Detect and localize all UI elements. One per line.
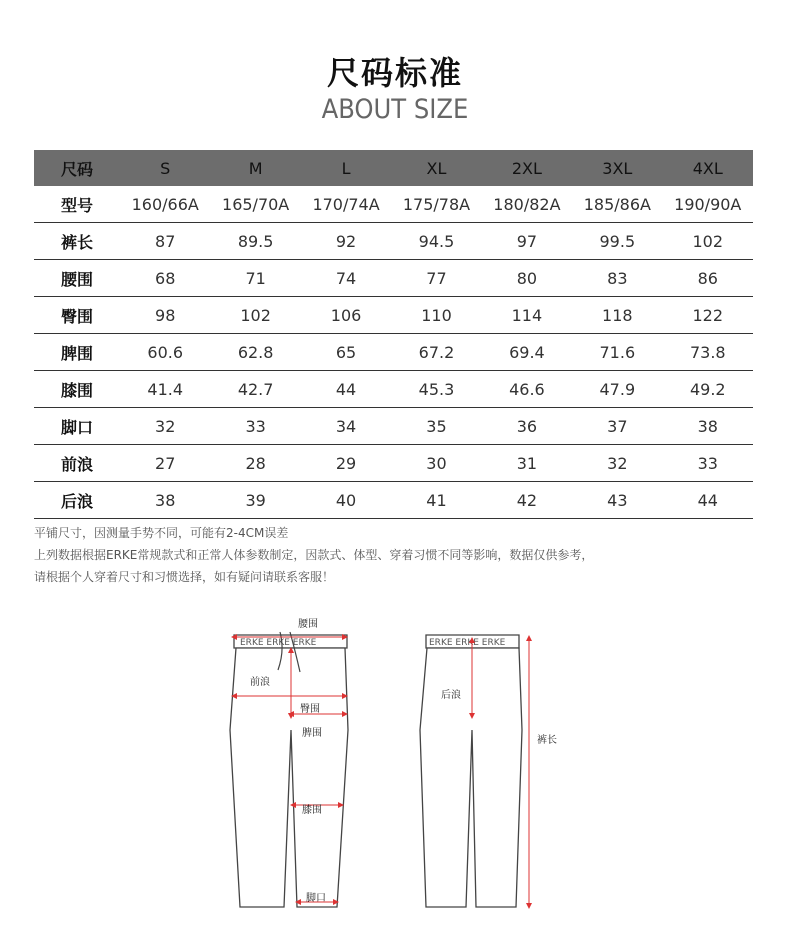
table-cell: 47.9 [572,371,662,408]
table-cell: 38 [663,408,753,445]
table-cell: 86 [663,260,753,297]
front-pants-illustration [230,632,348,907]
back-rise-label: 后浪 [441,690,461,701]
row-label: 膝围 [34,371,120,408]
table-cell: 102 [210,297,300,334]
table-cell: 49.2 [663,371,753,408]
table-cell: 170/74A [301,186,391,223]
note-line: 平铺尺寸，因测量手势不同，可能有2-4CM误差 [34,526,289,540]
table-cell: 122 [663,297,753,334]
row-label: 腰围 [34,260,120,297]
table-cell: 190/90A [663,186,753,223]
table-cell: 46.6 [482,371,572,408]
table-row [34,445,753,482]
table-cell: 68 [120,260,210,297]
table-row [34,297,753,334]
table-cell: 28 [210,445,300,482]
table-header-cell: S [120,150,210,186]
table-cell: 106 [301,297,391,334]
table-cell: 92 [301,223,391,260]
table-cell: 40 [301,482,391,519]
table-cell: 31 [482,445,572,482]
size-notes [34,522,593,588]
table-row [34,260,753,297]
table-cell: 44 [663,482,753,519]
table-cell: 165/70A [210,186,300,223]
page-title: 尺码标准 [326,54,463,92]
table-cell: 74 [301,260,391,297]
table-cell: 89.5 [210,223,300,260]
table-cell: 39 [210,482,300,519]
table-cell: 98 [120,297,210,334]
row-label: 脚口 [34,408,120,445]
table-header-cell: L [301,150,391,186]
table-cell: 99.5 [572,223,662,260]
table-header-cell: M [210,150,300,186]
length-label: 裤长 [537,735,557,746]
table-cell: 42.7 [210,371,300,408]
table-cell: 60.6 [120,334,210,371]
row-label: 型号 [34,186,120,223]
table-header-cell: XL [391,150,481,186]
table-header-cell: 2XL [482,150,572,186]
table-cell: 33 [663,445,753,482]
table-cell: 27 [120,445,210,482]
table-row [34,334,753,371]
table-header-cell: 尺码 [34,150,120,186]
table-cell: 44 [301,371,391,408]
table-cell: 185/86A [572,186,662,223]
size-table [34,150,753,519]
table-cell: 180/82A [482,186,572,223]
table-cell: 32 [120,408,210,445]
table-cell: 69.4 [482,334,572,371]
row-label: 脾围 [34,334,120,371]
table-cell: 37 [572,408,662,445]
svg-text:ERKE ERKE ERKE: ERKE ERKE ERKE [240,638,317,648]
front-rise-label: 前浪 [250,677,270,688]
svg-text:ERKE ERKE ERKE: ERKE ERKE ERKE [429,638,506,648]
table-row [34,371,753,408]
table-cell: 110 [391,297,481,334]
note-line: 上列数据根据ERKE常规款式和正常人体参数制定，因款式、体型、穿着习惯不同等影响，数据仅供参考， [34,548,594,562]
table-cell: 41 [391,482,481,519]
table-cell: 62.8 [210,334,300,371]
knee-label: 膝围 [302,805,322,816]
table-cell: 32 [572,445,662,482]
thigh-label: 脾围 [302,728,322,739]
table-cell: 65 [301,334,391,371]
table-cell: 83 [572,260,662,297]
waist-label: 腰围 [298,619,318,630]
hip-label: 臀围 [300,704,320,715]
table-cell: 87 [120,223,210,260]
note-line: 请根据个人穿着尺寸和习惯选择，如有疑问请联系客服！ [34,570,335,584]
table-cell: 114 [482,297,572,334]
table-cell: 118 [572,297,662,334]
table-cell: 102 [663,223,753,260]
table-cell: 42 [482,482,572,519]
row-label: 裤长 [34,223,120,260]
row-label: 前浪 [34,445,120,482]
table-row [34,186,753,223]
table-cell: 73.8 [663,334,753,371]
table-header-cell: 3XL [572,150,662,186]
table-cell: 41.4 [120,371,210,408]
back-pants-illustration [420,635,522,907]
table-cell: 43 [572,482,662,519]
table-cell: 80 [482,260,572,297]
row-label: 臀围 [34,297,120,334]
page-subtitle: ABOUT SIZE [321,94,469,125]
hem-label: 脚口 [306,893,326,904]
table-cell: 29 [301,445,391,482]
table-cell: 30 [391,445,481,482]
table-cell: 45.3 [391,371,481,408]
table-row [34,223,753,260]
table-row [34,482,753,519]
table-cell: 33 [210,408,300,445]
table-header-row [34,150,753,186]
table-cell: 77 [391,260,481,297]
table-row [34,408,753,445]
table-cell: 94.5 [391,223,481,260]
table-cell: 38 [120,482,210,519]
table-cell: 160/66A [120,186,210,223]
table-cell: 35 [391,408,481,445]
table-cell: 71 [210,260,300,297]
table-cell: 67.2 [391,334,481,371]
table-cell: 97 [482,223,572,260]
table-cell: 34 [301,408,391,445]
table-cell: 175/78A [391,186,481,223]
table-cell: 36 [482,408,572,445]
table-cell: 71.6 [572,334,662,371]
measurement-diagram [0,610,790,940]
row-label: 后浪 [34,482,120,519]
table-header-cell: 4XL [663,150,753,186]
